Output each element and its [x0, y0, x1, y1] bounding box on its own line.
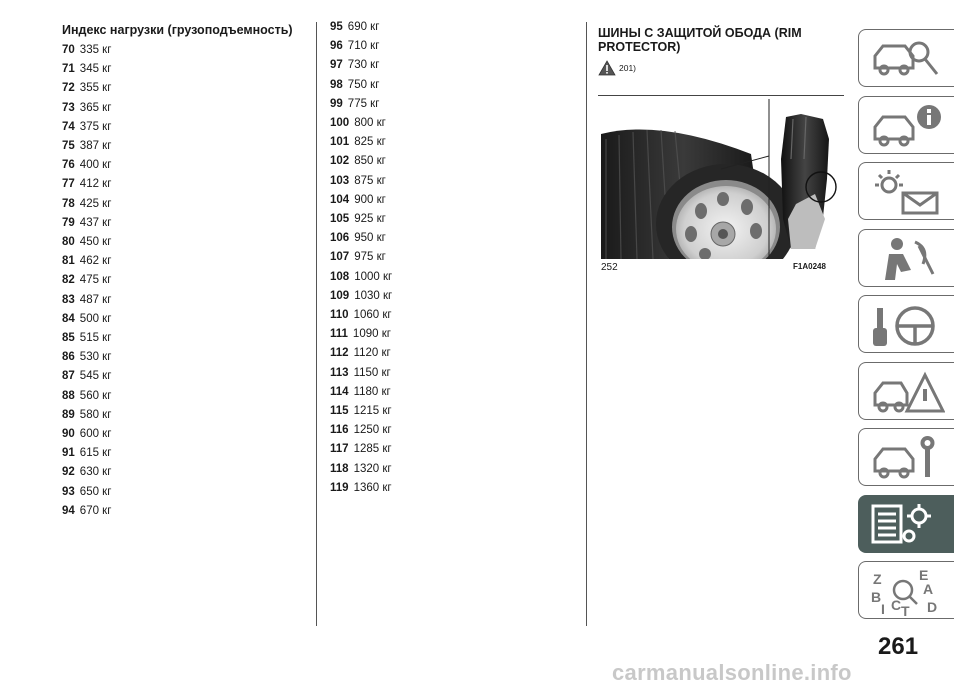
tab-car-search[interactable] [858, 29, 954, 87]
load-index-value: 95 [330, 21, 343, 33]
load-capacity-value: 900 кг [354, 193, 386, 206]
load-capacity-value: 1320 кг [353, 462, 392, 475]
load-index-column-1 [62, 22, 293, 521]
load-capacity-value: 515 кг [79, 332, 112, 345]
load-capacity-value: 670 кг [79, 504, 112, 517]
load-index-row [330, 479, 392, 498]
load-index-value: 77 [62, 178, 75, 191]
load-index-row [62, 214, 293, 233]
tab-starting-driving[interactable] [858, 295, 954, 353]
load-index-row [62, 252, 293, 271]
load-index-value: 91 [62, 447, 75, 460]
svg-text:E: E [919, 567, 929, 583]
load-capacity-value: 875 кг [354, 174, 386, 187]
load-index-row [62, 406, 293, 425]
load-capacity-value: 850 кг [354, 155, 386, 168]
load-index-row [62, 156, 293, 175]
load-capacity-value: 925 кг [354, 213, 386, 226]
load-index-row [62, 387, 293, 406]
load-index-value: 92 [62, 466, 75, 479]
load-capacity-value: 1150 кг [353, 366, 391, 379]
load-capacity-value: 335 кг [79, 44, 112, 56]
load-index-heading: Индекс нагрузки (грузоподъемность) [62, 23, 293, 37]
load-index-row [330, 306, 392, 325]
load-index-value: 104 [330, 193, 350, 206]
load-capacity-value: 1090 кг [352, 328, 391, 341]
load-index-value: 96 [330, 40, 343, 53]
load-index-value: 72 [62, 82, 75, 95]
load-capacity-value: 580 кг [79, 408, 112, 421]
load-index-row [330, 364, 392, 383]
page-number: 261 [878, 633, 919, 660]
car-wrench-icon [867, 433, 945, 483]
load-index-row [62, 444, 293, 463]
figure-code: F1A0248 [793, 262, 826, 271]
load-capacity-value: 462 кг [79, 255, 112, 268]
watermark: carmanualsonline.info [612, 660, 852, 685]
load-capacity-value: 690 кг [347, 21, 380, 33]
load-index-value: 73 [62, 101, 75, 114]
load-index-row [330, 56, 392, 75]
load-capacity-value: 1030 кг [354, 289, 393, 302]
load-index-value: 75 [62, 140, 75, 153]
load-index-value: 108 [330, 270, 350, 283]
load-index-row [330, 76, 392, 95]
figure-number: 252 [601, 262, 618, 273]
load-index-value: 103 [330, 174, 350, 187]
load-capacity-value: 775 кг [347, 97, 380, 110]
load-index-value: 113 [330, 366, 349, 379]
load-index-row [330, 18, 392, 37]
load-capacity-value: 365 кг [79, 101, 112, 114]
load-index-row [330, 95, 392, 114]
load-capacity-value: 750 кг [347, 78, 380, 91]
load-capacity-value: 1250 кг [353, 424, 392, 437]
load-capacity-value: 412 кг [79, 178, 112, 191]
load-index-column-2 [330, 18, 392, 498]
load-index-row [62, 175, 293, 194]
rim-protector-tire-illustration [601, 99, 845, 259]
load-index-value: 106 [330, 232, 350, 245]
load-index-value: 83 [62, 293, 75, 306]
load-index-value: 87 [62, 370, 75, 383]
column-divider-2 [586, 22, 587, 626]
load-index-row [62, 118, 293, 137]
load-index-row [62, 425, 293, 444]
load-capacity-value: 437 кг [79, 216, 112, 229]
load-index-row [62, 41, 293, 60]
load-capacity-value: 450 кг [79, 236, 112, 249]
load-index-row [330, 191, 392, 210]
warning-light-mail-icon [867, 167, 945, 217]
load-index-value: 109 [330, 289, 350, 302]
load-index-value: 99 [330, 97, 343, 110]
load-index-list-2 [330, 18, 392, 498]
load-capacity-value: 545 кг [79, 370, 112, 383]
alphabet-index-icon [867, 566, 945, 616]
load-index-value: 70 [62, 44, 75, 56]
load-capacity-value: 1120 кг [353, 347, 391, 360]
load-capacity-value: 1060 кг [353, 309, 392, 322]
load-capacity-value: 710 кг [347, 40, 380, 53]
load-index-row [330, 210, 392, 229]
load-index-value: 114 [330, 385, 349, 398]
tab-maintenance[interactable] [858, 428, 954, 486]
load-index-row [330, 421, 392, 440]
load-index-row [62, 367, 293, 386]
load-index-value: 112 [330, 347, 349, 360]
load-index-value: 76 [62, 159, 75, 172]
load-index-value: 94 [62, 504, 75, 517]
section-title: ШИНЫ С ЗАЩИТОЙ ОБОДА (RIM PROTECTOR) [598, 26, 802, 54]
load-index-value: 89 [62, 408, 75, 421]
load-capacity-value: 950 кг [354, 232, 386, 245]
load-index-row [62, 195, 293, 214]
load-index-value: 97 [330, 59, 343, 72]
warning-triangle-icon [598, 60, 616, 76]
load-index-value: 105 [330, 213, 350, 226]
load-index-value: 107 [330, 251, 350, 264]
load-index-value: 82 [62, 274, 75, 287]
svg-text:T: T [901, 603, 910, 616]
load-capacity-value: 400 кг [79, 159, 112, 172]
load-index-value: 110 [330, 309, 349, 322]
load-index-value: 116 [330, 424, 349, 437]
load-index-value: 80 [62, 236, 75, 249]
load-index-row [62, 310, 293, 329]
load-capacity-value: 630 кг [79, 466, 112, 479]
airbag-person-icon [867, 234, 945, 284]
load-index-row [330, 268, 392, 287]
tab-safety[interactable] [858, 229, 954, 287]
load-capacity-value: 1000 кг [354, 270, 393, 283]
load-index-row [330, 344, 392, 363]
load-index-value: 74 [62, 120, 75, 133]
load-index-value: 85 [62, 332, 75, 345]
tab-car-info[interactable] [858, 96, 954, 154]
load-index-value: 81 [62, 255, 75, 268]
load-capacity-value: 425 кг [79, 197, 112, 210]
load-capacity-value: 825 кг [354, 136, 386, 149]
load-capacity-value: 730 кг [347, 59, 380, 72]
load-capacity-value: 975 кг [354, 251, 386, 264]
load-index-row [62, 483, 293, 502]
load-index-value: 117 [330, 443, 349, 456]
load-capacity-value: 1360 кг [353, 481, 392, 494]
load-index-row [330, 325, 392, 344]
load-index-row [62, 233, 293, 252]
load-index-value: 118 [330, 462, 349, 475]
column-divider-1 [316, 22, 317, 626]
load-index-value: 90 [62, 428, 75, 441]
load-index-row [330, 440, 392, 459]
load-capacity-value: 650 кг [79, 485, 112, 498]
svg-text:B: B [871, 589, 882, 605]
load-index-row [62, 99, 293, 118]
warning-ref-number: 201) [619, 63, 637, 73]
load-index-row [62, 271, 293, 290]
load-index-row [330, 287, 392, 306]
load-index-row [330, 114, 392, 133]
svg-text:I: I [881, 601, 885, 616]
load-index-value: 98 [330, 78, 343, 91]
load-capacity-value: 475 кг [79, 274, 112, 287]
load-index-value: 86 [62, 351, 75, 364]
load-index-list-1 [62, 41, 293, 521]
load-capacity-value: 800 кг [354, 117, 386, 130]
load-capacity-value: 1180 кг [353, 385, 391, 398]
load-index-row [62, 79, 293, 98]
car-breakdown-triangle-icon [867, 367, 945, 417]
load-capacity-value: 530 кг [79, 351, 112, 364]
load-index-value: 71 [62, 63, 75, 76]
chapter-tabs [858, 29, 954, 628]
load-index-value: 115 [330, 405, 349, 418]
load-index-row [330, 133, 392, 152]
load-index-row [62, 348, 293, 367]
tab-warning-lights[interactable] [858, 162, 954, 220]
specs-list-gear-icon [867, 500, 945, 550]
load-index-row [330, 460, 392, 479]
load-index-row [330, 37, 392, 56]
load-index-row [62, 502, 293, 521]
load-index-value: 93 [62, 485, 75, 498]
tab-index[interactable] [858, 561, 954, 619]
svg-text:C: C [891, 597, 902, 613]
load-index-value: 100 [330, 117, 350, 130]
load-index-row [330, 248, 392, 267]
load-capacity-value: 487 кг [79, 293, 112, 306]
load-index-value: 88 [62, 389, 75, 402]
load-index-row [62, 60, 293, 79]
load-index-row [330, 152, 392, 171]
load-capacity-value: 345 кг [79, 63, 112, 76]
load-index-value: 111 [330, 328, 348, 341]
load-capacity-value: 355 кг [79, 82, 112, 95]
figure-top-rule [598, 95, 844, 96]
load-capacity-value: 375 кг [79, 120, 112, 133]
svg-text:D: D [927, 599, 938, 615]
load-index-row [62, 291, 293, 310]
load-index-row [62, 463, 293, 482]
load-index-value: 78 [62, 197, 75, 210]
load-index-value: 102 [330, 155, 350, 168]
car-search-icon [867, 34, 945, 84]
svg-text:Z: Z [873, 571, 882, 587]
tab-emergency[interactable] [858, 362, 954, 420]
load-index-value: 84 [62, 312, 75, 325]
load-index-row [62, 329, 293, 348]
warning-reference[interactable] [598, 60, 636, 76]
load-capacity-value: 387 кг [79, 140, 112, 153]
key-steering-wheel-icon [867, 300, 945, 350]
load-index-value: 79 [62, 216, 75, 229]
load-capacity-value: 560 кг [79, 389, 112, 402]
load-capacity-value: 615 кг [79, 447, 112, 460]
load-index-row [330, 172, 392, 191]
svg-text:A: A [923, 581, 934, 597]
load-capacity-value: 1285 кг [353, 443, 392, 456]
load-index-row [330, 402, 392, 421]
load-index-row [62, 137, 293, 156]
car-info-icon [867, 101, 945, 151]
load-capacity-value: 1215 кг [353, 405, 392, 418]
load-index-row [330, 229, 392, 248]
load-index-row [330, 383, 392, 402]
load-capacity-value: 500 кг [79, 312, 112, 325]
load-index-value: 101 [330, 136, 350, 149]
load-index-value: 119 [330, 481, 349, 494]
tab-technical-specs[interactable] [858, 495, 954, 553]
load-capacity-value: 600 кг [79, 428, 112, 441]
